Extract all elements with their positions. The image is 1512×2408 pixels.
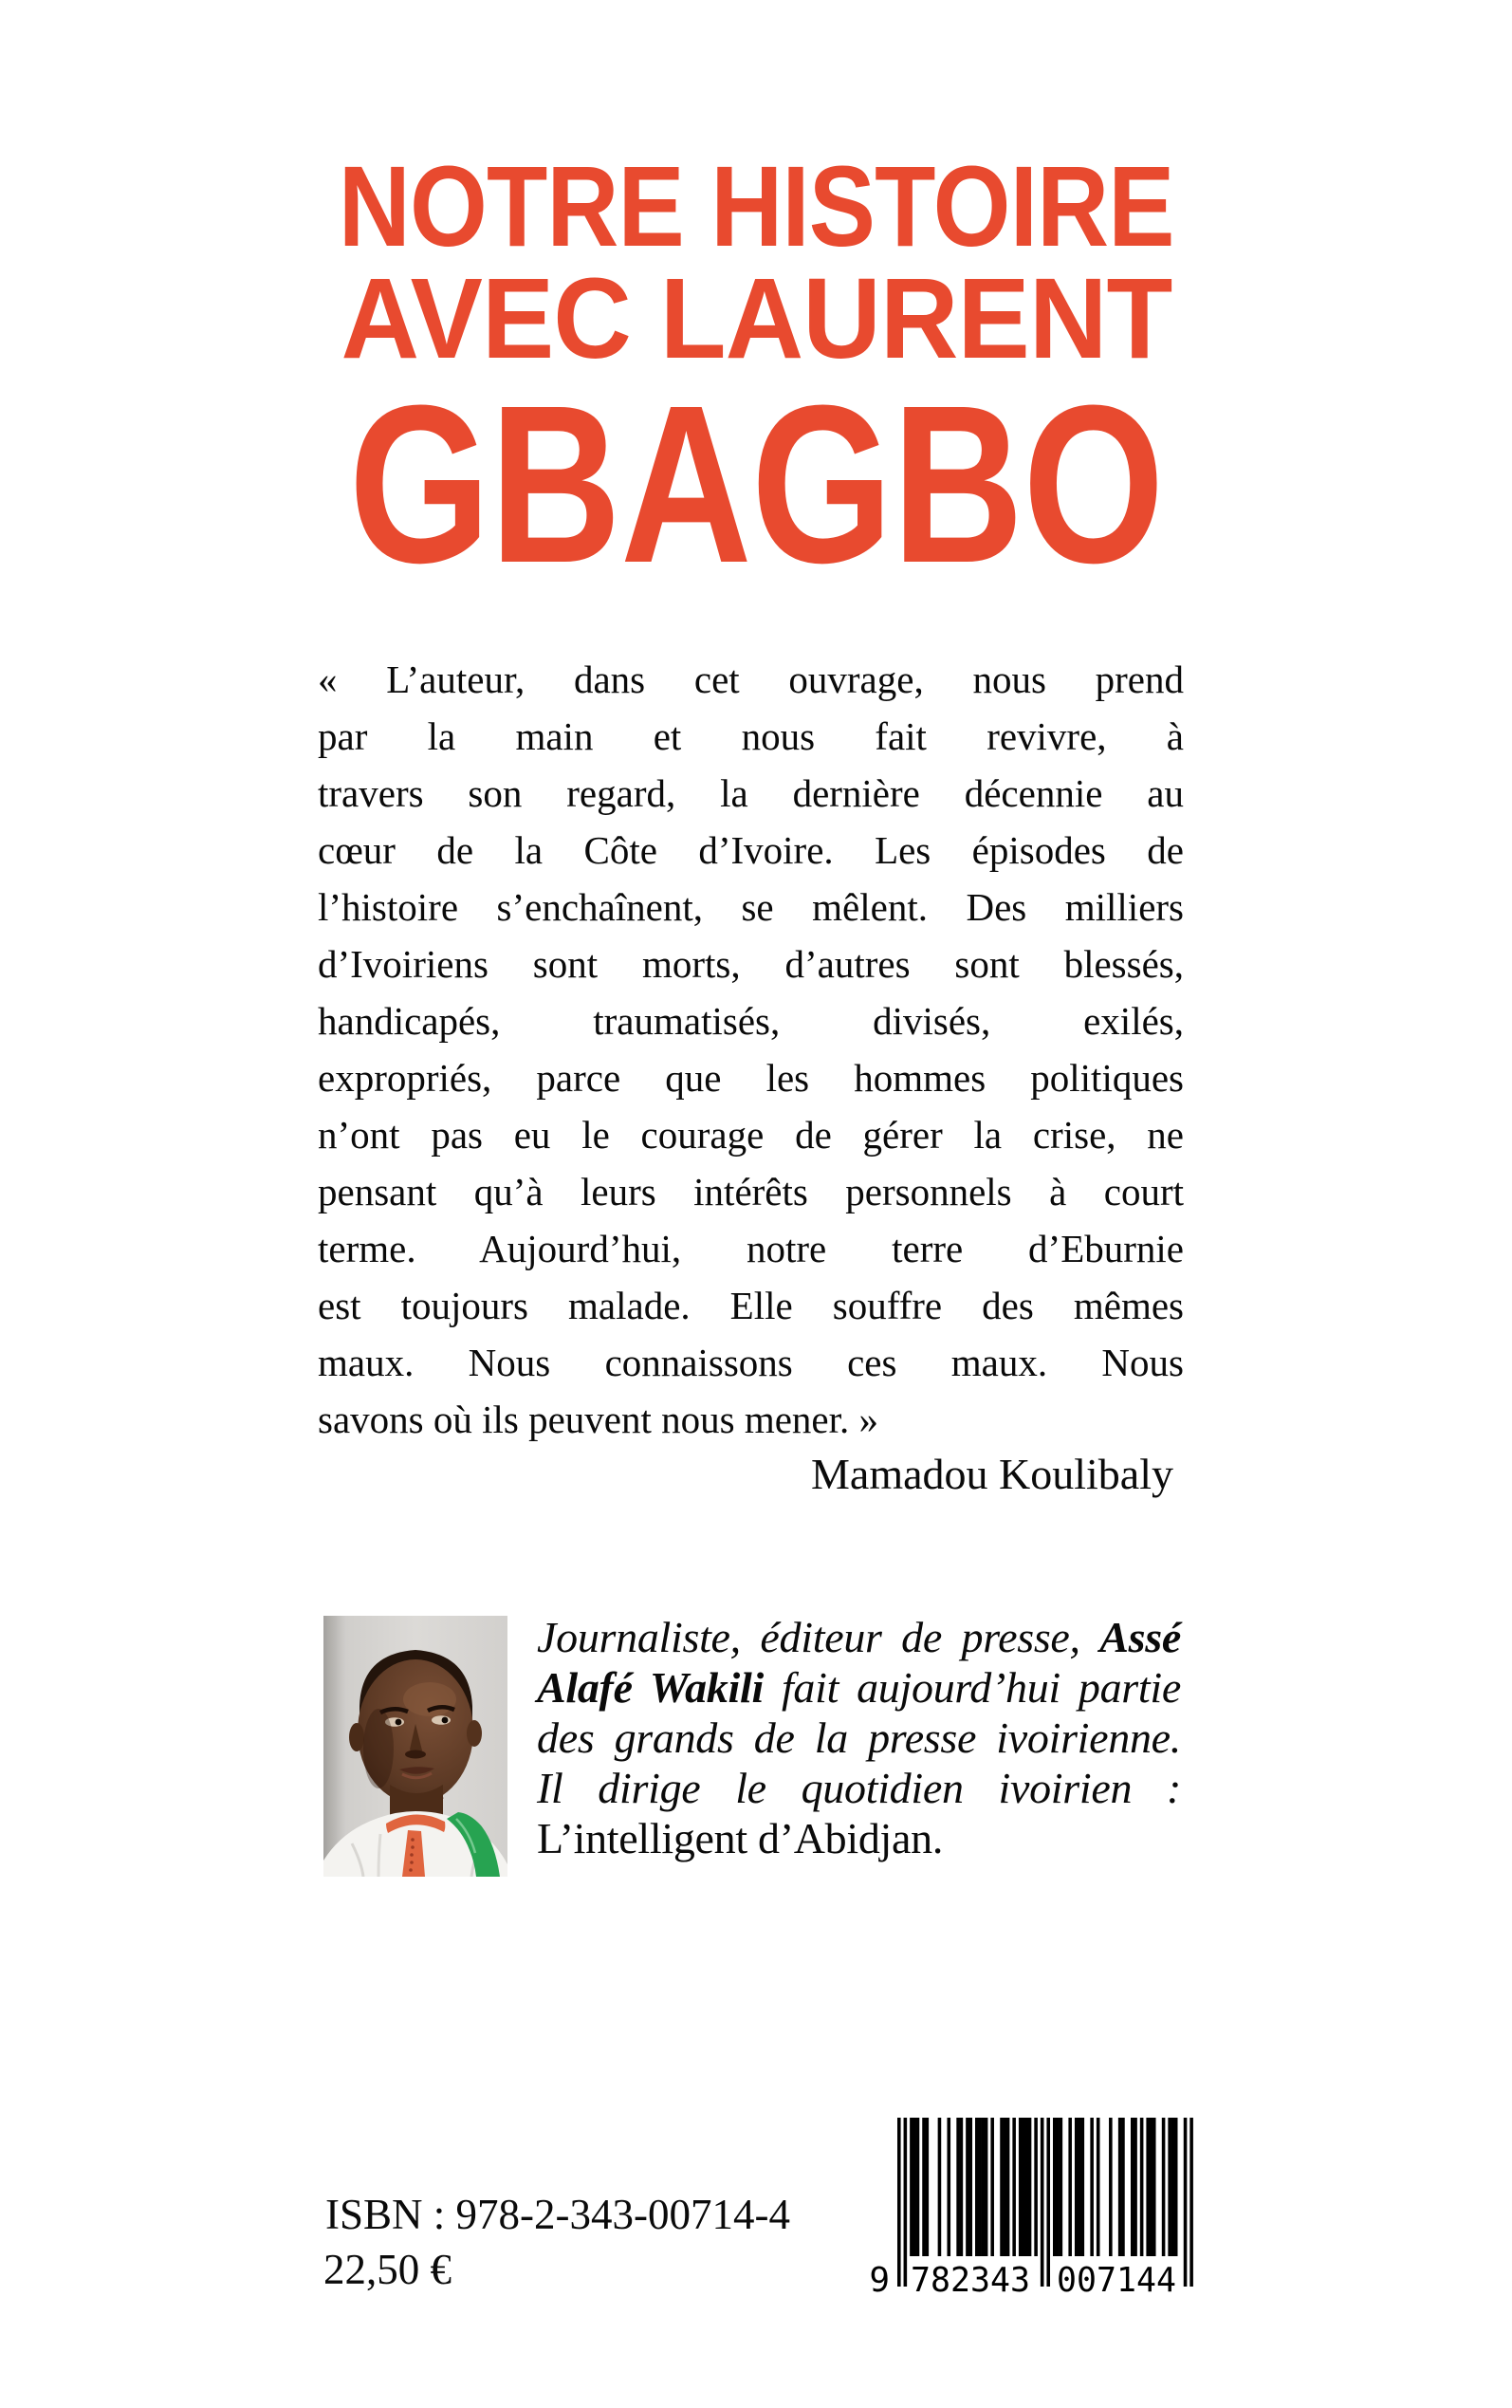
- author-portrait-illustration: [323, 1616, 507, 1877]
- bio-line: des grands de la presse ivoirienne.: [537, 1713, 1181, 1762]
- quote-attribution: Mamadou Koulibaly: [811, 1450, 1173, 1498]
- quote-line: cœur de la Côte d’Ivoire. Les épisodes de: [318, 828, 1184, 872]
- bio-text-segment: Journaliste, éditeur de presse,: [537, 1613, 1100, 1661]
- quote-line: maux. Nous connaissons ces maux. Nous: [318, 1341, 1184, 1384]
- author-bio: [537, 1612, 1181, 1863]
- quote-line: travers son regard, la dernière décennie au: [318, 771, 1184, 815]
- bio-line: [537, 1662, 1181, 1713]
- quote-line: handicapés, traumatisés, divisés, exilés,: [318, 999, 1184, 1043]
- quote-line: n’ont pas eu le courage de gérer la crise, ne: [318, 1113, 1184, 1157]
- quote-line: l’histoire s’enchaînent, se mêlent. Des milliers: [318, 885, 1184, 929]
- quote-line: « L’auteur, dans cet ouvrage, nous prend: [318, 658, 1184, 701]
- quote-line: est toujours malade. Elle souffre des mêmes: [318, 1284, 1184, 1327]
- title-line-3: GBAGBO: [348, 359, 1164, 610]
- quote-line: expropriés, parce que les hommes politiques: [318, 1056, 1184, 1100]
- barcode: [854, 2111, 1214, 2310]
- quote-line: terme. Aujourd’hui, notre terre d’Eburnie: [318, 1227, 1184, 1270]
- bio-line: [537, 1612, 1181, 1662]
- bio-text-segment: fait aujourd’hui partie: [763, 1663, 1181, 1712]
- svg-text:007144: 007144: [1057, 2261, 1176, 2300]
- bio-line: Il dirige le quotidien ivoirien :: [537, 1764, 1181, 1812]
- svg-text:9: 9: [869, 2261, 890, 2300]
- author-name-part: Alafé Wakili: [537, 1663, 764, 1712]
- svg-text:782343: 782343: [911, 2261, 1030, 2300]
- book-title: [0, 141, 1512, 610]
- newspaper-name: L’intelligent d’Abidjan.: [537, 1814, 944, 1862]
- ean13-barcode: [854, 2111, 1214, 2310]
- title-line-2: AVEC LAURENT: [341, 253, 1171, 382]
- quote-line: pensant qu’à leurs intérêts personnels à court: [318, 1170, 1184, 1213]
- title-line-1: NOTRE HISTOIRE: [338, 141, 1174, 270]
- quote-line: par la main et nous fait revivre, à: [318, 714, 1184, 758]
- back-cover-quote: [318, 651, 1184, 1448]
- price-text: 22,50 €: [323, 2246, 452, 2293]
- author-photo: [323, 1616, 507, 1877]
- author-name-part: Assé: [1099, 1613, 1181, 1661]
- quote-line: savons où ils peuvent nous mener. »: [318, 1398, 879, 1441]
- quote-line: d’Ivoiriens sont morts, d’autres sont blessés,: [318, 942, 1184, 986]
- isbn-text: ISBN : 978-2-343-00714-4: [325, 2191, 790, 2238]
